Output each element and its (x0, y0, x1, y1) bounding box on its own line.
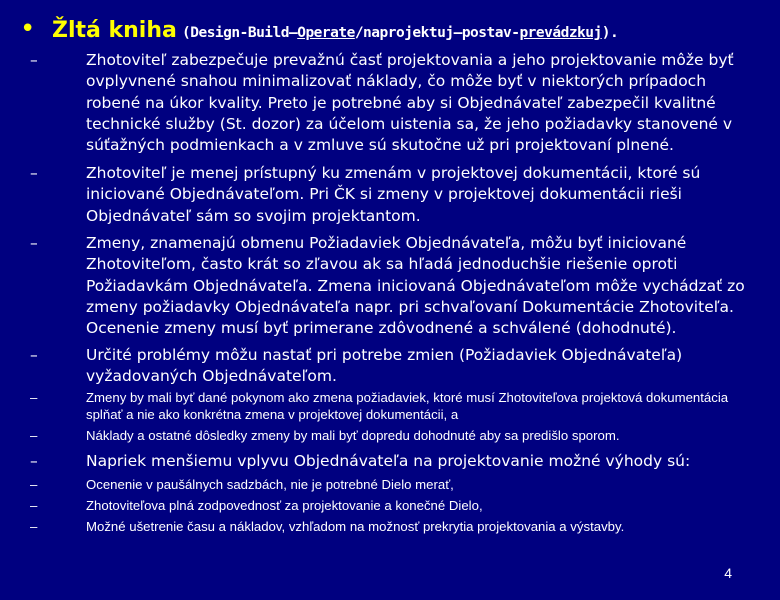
item-text: Náklady a ostatné dôsledky zmeny by mali byť dopredu dohodnuté aby sa predišlo sporom. (86, 428, 620, 443)
dash-bullet: – (30, 428, 38, 443)
dash-bullet: – (30, 390, 38, 405)
title-bullet: • (20, 14, 36, 44)
slide-title: Žltá kniha (52, 18, 177, 43)
dash-bullet: – (30, 164, 38, 182)
page-number: 4 (724, 565, 732, 581)
item-text: Určité problémy môžu nastať pri potrebe zmien (Požiadaviek Objednávateľa) vyžadovaných Objednávateľom. (86, 346, 683, 386)
dash-bullet: – (30, 452, 38, 470)
item-text: Zmeny by mali byť dané pokynom ako zmena požiadaviek, ktoré musí Zhotoviteľova projektová dokumentácia splňať a nie ako konkrétna zmena v projektovej dokumentácii, a (86, 390, 729, 423)
dash-bullet: – (30, 519, 38, 534)
slide-subtitle: (Design-Build–Operate/naprojektuj–postav-prevádzkuj). (182, 25, 619, 41)
dash-bullet: – (30, 51, 38, 69)
item-text: Zhotoviteľ je menej prístupný ku zmenám v projektovej dokumentácii, ktoré sú iniciované Objednávateľom. Pri ČK si zmeny v projektovej dokumentácii rieši Objednávateľ sám so svojim projektantom. (86, 164, 701, 225)
dash-bullet: – (30, 498, 38, 513)
item-text: Zmeny, znamenajú obmenu Požiadaviek Objednávateľa, môžu byť iniciované Zhotoviteľom, často krát so zľavou ak sa hľadá jednoduchšie riešenie oproti Požiadavkám Objednávateľa. Zmena iniciovaná Objednávateľom môže vychádzať zo zmeny požiadavky Objednávateľa napr. pri schvaľovaní Dokumentácie Zhotoviteľa. Ocenenie zmeny musí byť primerane zdôvodnené a schválené (dohodnuté). (86, 234, 745, 338)
dash-bullet: – (30, 234, 38, 252)
item-text: Napriek menšiemu vplyvu Objednávateľa na projektovanie možné výhody sú: (86, 452, 691, 470)
item-text: Zhotoviteľ zabezpečuje prevažnú časť projektovania a jeho projektovanie môže byť ovplyvnené snahou minimalizovať náklady, čo môže byť v niektorých prípadoch robené na úkor kvality. Preto je potrebné aby si Objednávateľ zabezpečil kvalitné technické služby (St. dozor) za účelom uistenia sa, že jeho požiadavky stanovené v súťažných podmienkach a v zmluve sú skutočne už pri projektovaní plnené. (86, 51, 734, 155)
item-text: Zhotoviteľova plná zodpovednosť za projektovanie a konečné Dielo, (86, 498, 483, 513)
item-text: Možné ušetrenie času a nákladov, vzhľadom na možnosť prekrytia projektovania a výstavby. (86, 519, 625, 534)
item-text: Ocenenie v paušálnych sadzbách, nie je potrebné Dielo merať, (86, 477, 454, 492)
dash-bullet: – (30, 477, 38, 492)
dash-bullet: – (30, 346, 38, 364)
